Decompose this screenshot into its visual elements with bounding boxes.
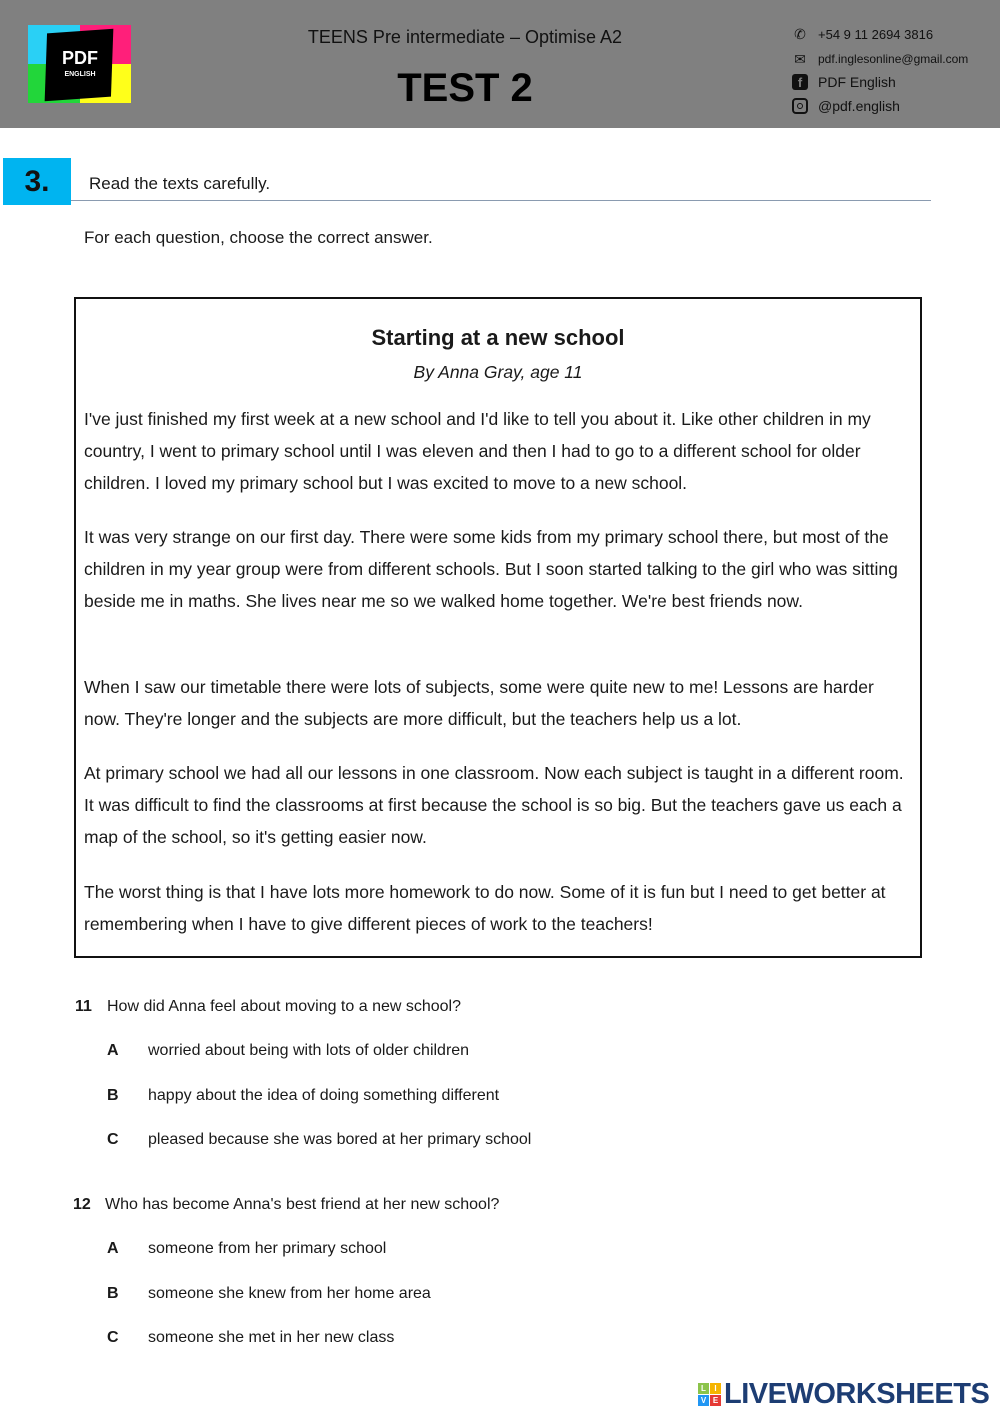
phone-icon: ✆ xyxy=(794,25,806,42)
live-squares-icon xyxy=(698,1383,721,1406)
header xyxy=(0,0,1000,128)
article-paragraph: I've just finished my first week at a new school and I'd like to tell you about it. Like other children in my country, I went to primary school until I was eleven and then I had to go to a different school for older children. I loved my primary school but I was excited to move to a new school. xyxy=(84,409,871,493)
option-12-b[interactable] xyxy=(107,1285,431,1303)
instruction: For each question, choose the correct answer. xyxy=(84,228,433,247)
option-text: pleased because she was bored at her primary school xyxy=(148,1131,532,1148)
option-letter: A xyxy=(107,1042,119,1059)
liveworksheets-logo[interactable] xyxy=(698,1378,989,1411)
option-letter: C xyxy=(107,1329,119,1346)
article-paragraph: It was very strange on our first day. There were some kids from my primary school there, but most of the children in my year group were from different schools. But I soon started talking to the girl who was sitting beside me in maths. She lives near me so we walked home together. We're best friends now. xyxy=(84,527,898,611)
brand-letter: I xyxy=(710,1383,721,1394)
question-text: How did Anna feel about moving to a new school? xyxy=(107,998,462,1015)
article-title: Starting at a new school xyxy=(371,325,625,350)
option-text: happy about the idea of doing something different xyxy=(148,1087,500,1104)
brand-letter: L xyxy=(698,1383,709,1394)
brand-name: LIVEWORKSHEETS xyxy=(724,1378,990,1410)
mail-icon: ✉ xyxy=(794,50,806,67)
facebook-icon: f xyxy=(790,73,810,91)
question-number: 11 xyxy=(75,998,92,1015)
course-subtitle: TEENS Pre intermediate – Optimise A2 xyxy=(307,27,623,47)
option-text: someone she met in her new class xyxy=(148,1329,395,1346)
contact-facebook xyxy=(790,73,896,91)
pdf-english-logo xyxy=(28,25,131,103)
brand-letter: V xyxy=(698,1395,709,1406)
section-heading: Read the texts carefully. xyxy=(89,174,271,193)
option-12-c[interactable] xyxy=(107,1329,394,1347)
question-11 xyxy=(75,998,461,1016)
contact-email xyxy=(790,50,968,68)
option-11-b[interactable] xyxy=(107,1087,499,1105)
section-divider xyxy=(71,200,931,201)
question-text: Who has become Anna's best friend at her new school? xyxy=(105,1196,500,1213)
article-paragraph: When I saw our timetable there were lots of subjects, some were quite new to me! Lessons are harder now. They're longer and the subjects are more difficult, but the teachers help us a lot. xyxy=(84,677,874,729)
option-letter: B xyxy=(107,1087,119,1104)
email-text: pdf.inglesonline@gmail.com xyxy=(818,52,969,66)
option-letter: B xyxy=(107,1285,119,1302)
instagram-text: @pdf.english xyxy=(818,98,900,114)
question-12 xyxy=(73,1196,499,1214)
contact-instagram xyxy=(790,97,900,115)
phone-text: +54 9 11 2694 3816 xyxy=(818,26,934,42)
question-number: 12 xyxy=(73,1196,91,1213)
article-paragraph: At primary school we had all our lessons in one classroom. Now each subject is taught in a different room. It was difficult to find the classrooms at first because the school is so big. But the teachers gave us each a map of the school, so it's getting easier now. xyxy=(84,763,904,847)
instagram-icon xyxy=(790,97,810,115)
section-number-badge: 3. xyxy=(3,158,71,205)
article-author: By Anna Gray, age 11 xyxy=(413,362,583,382)
option-letter: A xyxy=(107,1240,119,1257)
contact-phone xyxy=(790,25,933,43)
test-title: TEST 2 xyxy=(397,66,533,110)
option-12-a[interactable] xyxy=(107,1240,386,1258)
article-box xyxy=(74,297,922,958)
option-11-a[interactable] xyxy=(107,1042,469,1060)
option-letter: C xyxy=(107,1131,119,1148)
option-text: worried about being with lots of older children xyxy=(148,1042,470,1059)
facebook-text: PDF English xyxy=(818,74,896,90)
logo-text: PDF xyxy=(62,48,98,68)
brand-letter: E xyxy=(710,1395,721,1406)
logo-subtext: ENGLISH xyxy=(64,71,96,78)
option-11-c[interactable] xyxy=(107,1131,531,1149)
option-text: someone she knew from her home area xyxy=(148,1285,431,1302)
article-paragraph: The worst thing is that I have lots more homework to do now. Some of it is fun but I need to get better at remembering when I have to give different pieces of work to the teachers! xyxy=(84,882,886,934)
option-text: someone from her primary school xyxy=(148,1240,387,1257)
